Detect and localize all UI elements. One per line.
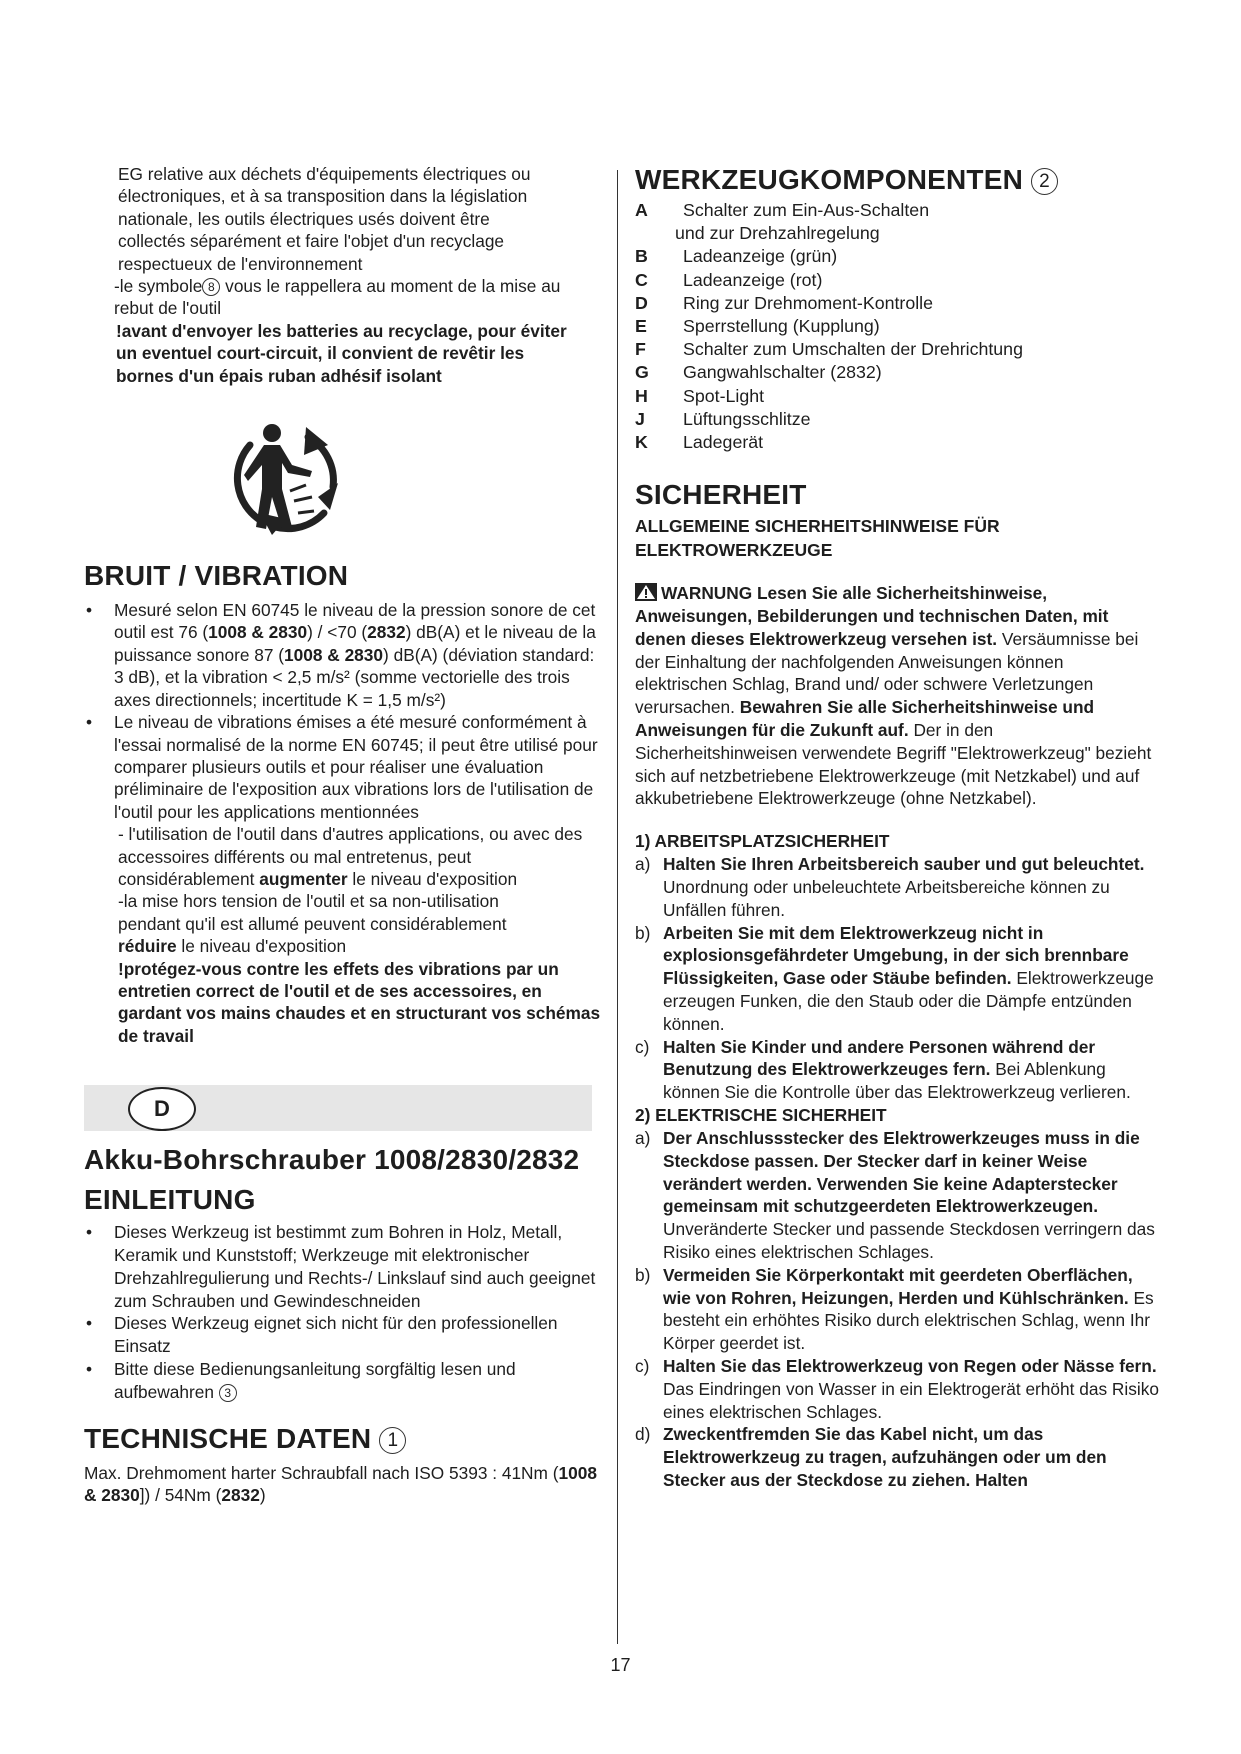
part-h: Spot-Light xyxy=(683,385,765,406)
left-column xyxy=(84,163,604,1507)
column-divider xyxy=(617,170,618,1644)
section-1b: b) Arbeiten Sie mit dem Elektrowerkzeug nicht in explosionsgefährdeter Umgebung, in der sich brennbare Flüssigkeiten, Gase oder Stäube befinden. Elektrowerkzeuge erzeugen Funken, die den Staub oder die Dämpfe entzünden können. xyxy=(635,922,1154,1034)
part-a: Schalter zum Ein-Aus-Schalten xyxy=(683,200,930,220)
section-2a: a) Der Anschlussstecker des Elektrowerkzeuges muss in die Steckdose passen. Der Stecker darf in keiner Weise verändert werden. Verwenden Sie keine Adapterstecker gemeinsam mit schutzgeerdeten Elektrowerkzeugen. Unveränderte Stecker und passende Steckdosen verringern das Risiko eines elektrischen Schlages. xyxy=(635,1127,1155,1262)
parts-list: A Schalter zum Ein-Aus-Schalten und zur Drehzahlregelung B Ladeanzeige (grün) C Ladeanzeige (rot) D Ring zur Drehmoment-Kontrolle E Sperrstellung (Kupplung) F Schalter zum Umschalten der Drehrichtung G Gangwahlschalter (2832) H Spot-Light J Lüftungsschlitze K Ladegerät xyxy=(635,199,1160,454)
bruit-dash-2: -la mise hors tension de l'outil et sa non-utilisation pendant qu'il est allumé peuvent considérablement réduire le niveau d'exposition xyxy=(118,891,507,957)
warning-triangle-icon xyxy=(635,583,657,601)
part-d: Ring zur Drehmoment-Kontrolle xyxy=(683,292,934,313)
section-2d: d) Zweckentfremden Sie das Kabel nicht, um das Elektrowerkzeug zu tragen, aufzuhängen oder um den Stecker aus der Steckdose zu ziehen. Halten xyxy=(635,1424,1107,1490)
einleitung-bullet-2: • Dieses Werkzeug eignet sich nicht für den professionellen Einsatz xyxy=(84,1312,604,1358)
page-number: 17 xyxy=(610,1655,631,1675)
section-1c: c) Halten Sie Kinder und andere Personen während der Benutzung des Elektrowerkzeuges fern. Bei Ablenkung können Sie die Kontrolle über das Elektrowerkzeug verlieren. xyxy=(635,1036,1131,1103)
ref-3-icon: 3 xyxy=(219,1384,237,1402)
ref-1-icon: 1 xyxy=(379,1427,406,1454)
part-k: Ladegerät xyxy=(683,432,764,453)
ref-2-icon: 2 xyxy=(1031,168,1058,195)
part-a-cont: und zur Drehzahlregelung xyxy=(675,223,880,244)
bruit-dash-1: - l'utilisation de l'outil dans d'autres applications, ou avec des accessoires différents ou mal entretenus, peut considérablement augmenter le niveau d'exposition xyxy=(118,824,583,889)
battery-warning: !avant d'envoyer les batteries au recyclage, pour éviter un eventuel court-circuit, il convient de revêtir les bornes d'un épais ruban adhésif isolant xyxy=(116,320,567,386)
sicherheit-title: SICHERHEIT xyxy=(635,479,807,511)
werkzeugkomponenten-title: WERKZEUGKOMPONENTEN 2 xyxy=(635,163,1160,197)
product-title: Akku-Bohrschrauber 1008/2830/2832 xyxy=(84,1144,580,1176)
language-banner xyxy=(84,1085,592,1131)
einleitung-bullet-1: • Dieses Werkzeug ist bestimmt zum Bohren in Holz, Metall, Keramik und Kunststoff; Werkzeuge mit elektronischer Drehzahlregulierung und Rechts-/ Linkslauf sind auch geeignet zum Schrauben und Gewindeschneiden xyxy=(84,1221,604,1312)
symbol-reminder: -le symbole 8 vous le rappellera au moment de la mise au rebut de l'outil xyxy=(114,276,561,319)
right-column xyxy=(635,163,1160,1492)
recycling-icon xyxy=(220,405,350,545)
section-2-title: 2) ELEKTRISCHE SICHERHEIT xyxy=(635,1104,887,1125)
einleitung-title: EINLEITUNG xyxy=(84,1184,256,1216)
part-e: Sperrstellung (Kupplung) xyxy=(683,316,880,337)
tech-data-text: Max. Drehmoment harter Schraubfall nach ISO 5393 : 41Nm (1008 & 2830]) / 54Nm (2832) xyxy=(84,1462,597,1506)
bruit-vibration-title: BRUIT / VIBRATION xyxy=(84,560,349,592)
technische-daten-title: TECHNISCHE DATEN 1 xyxy=(84,1422,604,1456)
section-2b: b) Vermeiden Sie Körperkontakt mit geerdeten Oberflächen, wie von Rohren, Heizungen, Herden und Kühlschränken. Es besteht ein erhöhtes Risiko durch elektrischen Schlag, wenn Ihr Körper geerdet ist. xyxy=(635,1264,1154,1354)
sicherheit-subtitle: ALLGEMEINE SICHERHEITSHINWEISE FÜR ELEKTROWERKZEUGE xyxy=(635,516,1000,561)
part-c: Ladeanzeige (rot) xyxy=(683,269,823,290)
bruit-bullet-1: • Mesuré selon EN 60745 le niveau de la pression sonore de cet outil est 76 (1008 & 2830) / <70 (2832) dB(A) et le niveau de la puissance sonore 87 (1008 & 2830) dB(A) (déviation standard: 3 dB), et la vibration < 2,5 m/s² (somme vectorielle des trois axes directionnels; incertitude K = 1,5 m/s²) xyxy=(84,599,604,711)
part-f: Schalter zum Umschalten der Drehrichtung xyxy=(683,339,1023,360)
part-j: Lüftungsschlitze xyxy=(683,408,811,429)
bruit-bullet-2: • Le niveau de vibrations émises a été mesuré conformément à l'essai normalisé de la norme EN 60745; il peut être utilisé pour comparer plusieurs outils et pour réaliser une évaluation préliminaire de l'exposition aux vibrations lors de l'utilisation de l'outil pour les applications mentionnées xyxy=(84,711,604,823)
language-badge: D xyxy=(128,1087,196,1131)
einleitung-bullet-3: • Bitte diese Bedienungsanleitung sorgfältig lesen und aufbewahren 3 xyxy=(84,1358,604,1404)
ref-8-icon: 8 xyxy=(202,278,220,296)
weee-text: EG relative aux déchets d'équipements électriques ou électroniques, et à sa transposition dans la législation nationale, les outils électriques usés doivent être collectés séparément et faire l'objet d'un recyclage respectueux de l'environnement xyxy=(118,164,531,274)
bruit-protect: !protégez-vous contre les effets des vibrations par un entretien correct de l'outil et de ses accessoires, en gardant vos mains chaudes et en structurant vos schémas de travail xyxy=(118,958,601,1046)
part-g: Gangwahlschalter (2832) xyxy=(683,362,882,383)
section-2c: c) Halten Sie das Elektrowerkzeug von Regen oder Nässe fern. Das Eindringen von Wasser in ein Elektrogerät erhöht das Risiko eines elektrischen Schlages. xyxy=(635,1355,1159,1422)
part-b: Ladeanzeige (grün) xyxy=(683,246,838,267)
section-1a: a) Halten Sie Ihren Arbeitsbereich sauber und gut beleuchtet. Unordnung oder unbeleuchtete Arbeitsbereiche können zu Unfällen führen. xyxy=(635,854,1145,920)
warning-paragraph: WARNUNG Lesen Sie alle Sicherheitshinweise, Anweisungen, Bebilderungen und technischen Daten, mit denen dieses Elektrowerkzeug versehen ist. Versäumnisse bei der Einhaltung der nachfolgenden Anweisungen können elektrischen Schlag, Brand und/ oder schwere Verletzungen verursachen. Bewahren Sie alle Sicherheitshinweise und Anweisungen für die Zukunft auf. Der in den Sicherheitshinweisen verwendete Begriff "Elektrowerkzeug" bezieht sich auf netzbetriebene Elektrowerkzeuge (mit Netzkabel) und auf akkubetriebene Elektrowerkzeuge (ohne Netzkabel). xyxy=(635,583,1152,809)
section-1-title: 1) ARBEITSPLATZSICHERHEIT xyxy=(635,831,890,852)
